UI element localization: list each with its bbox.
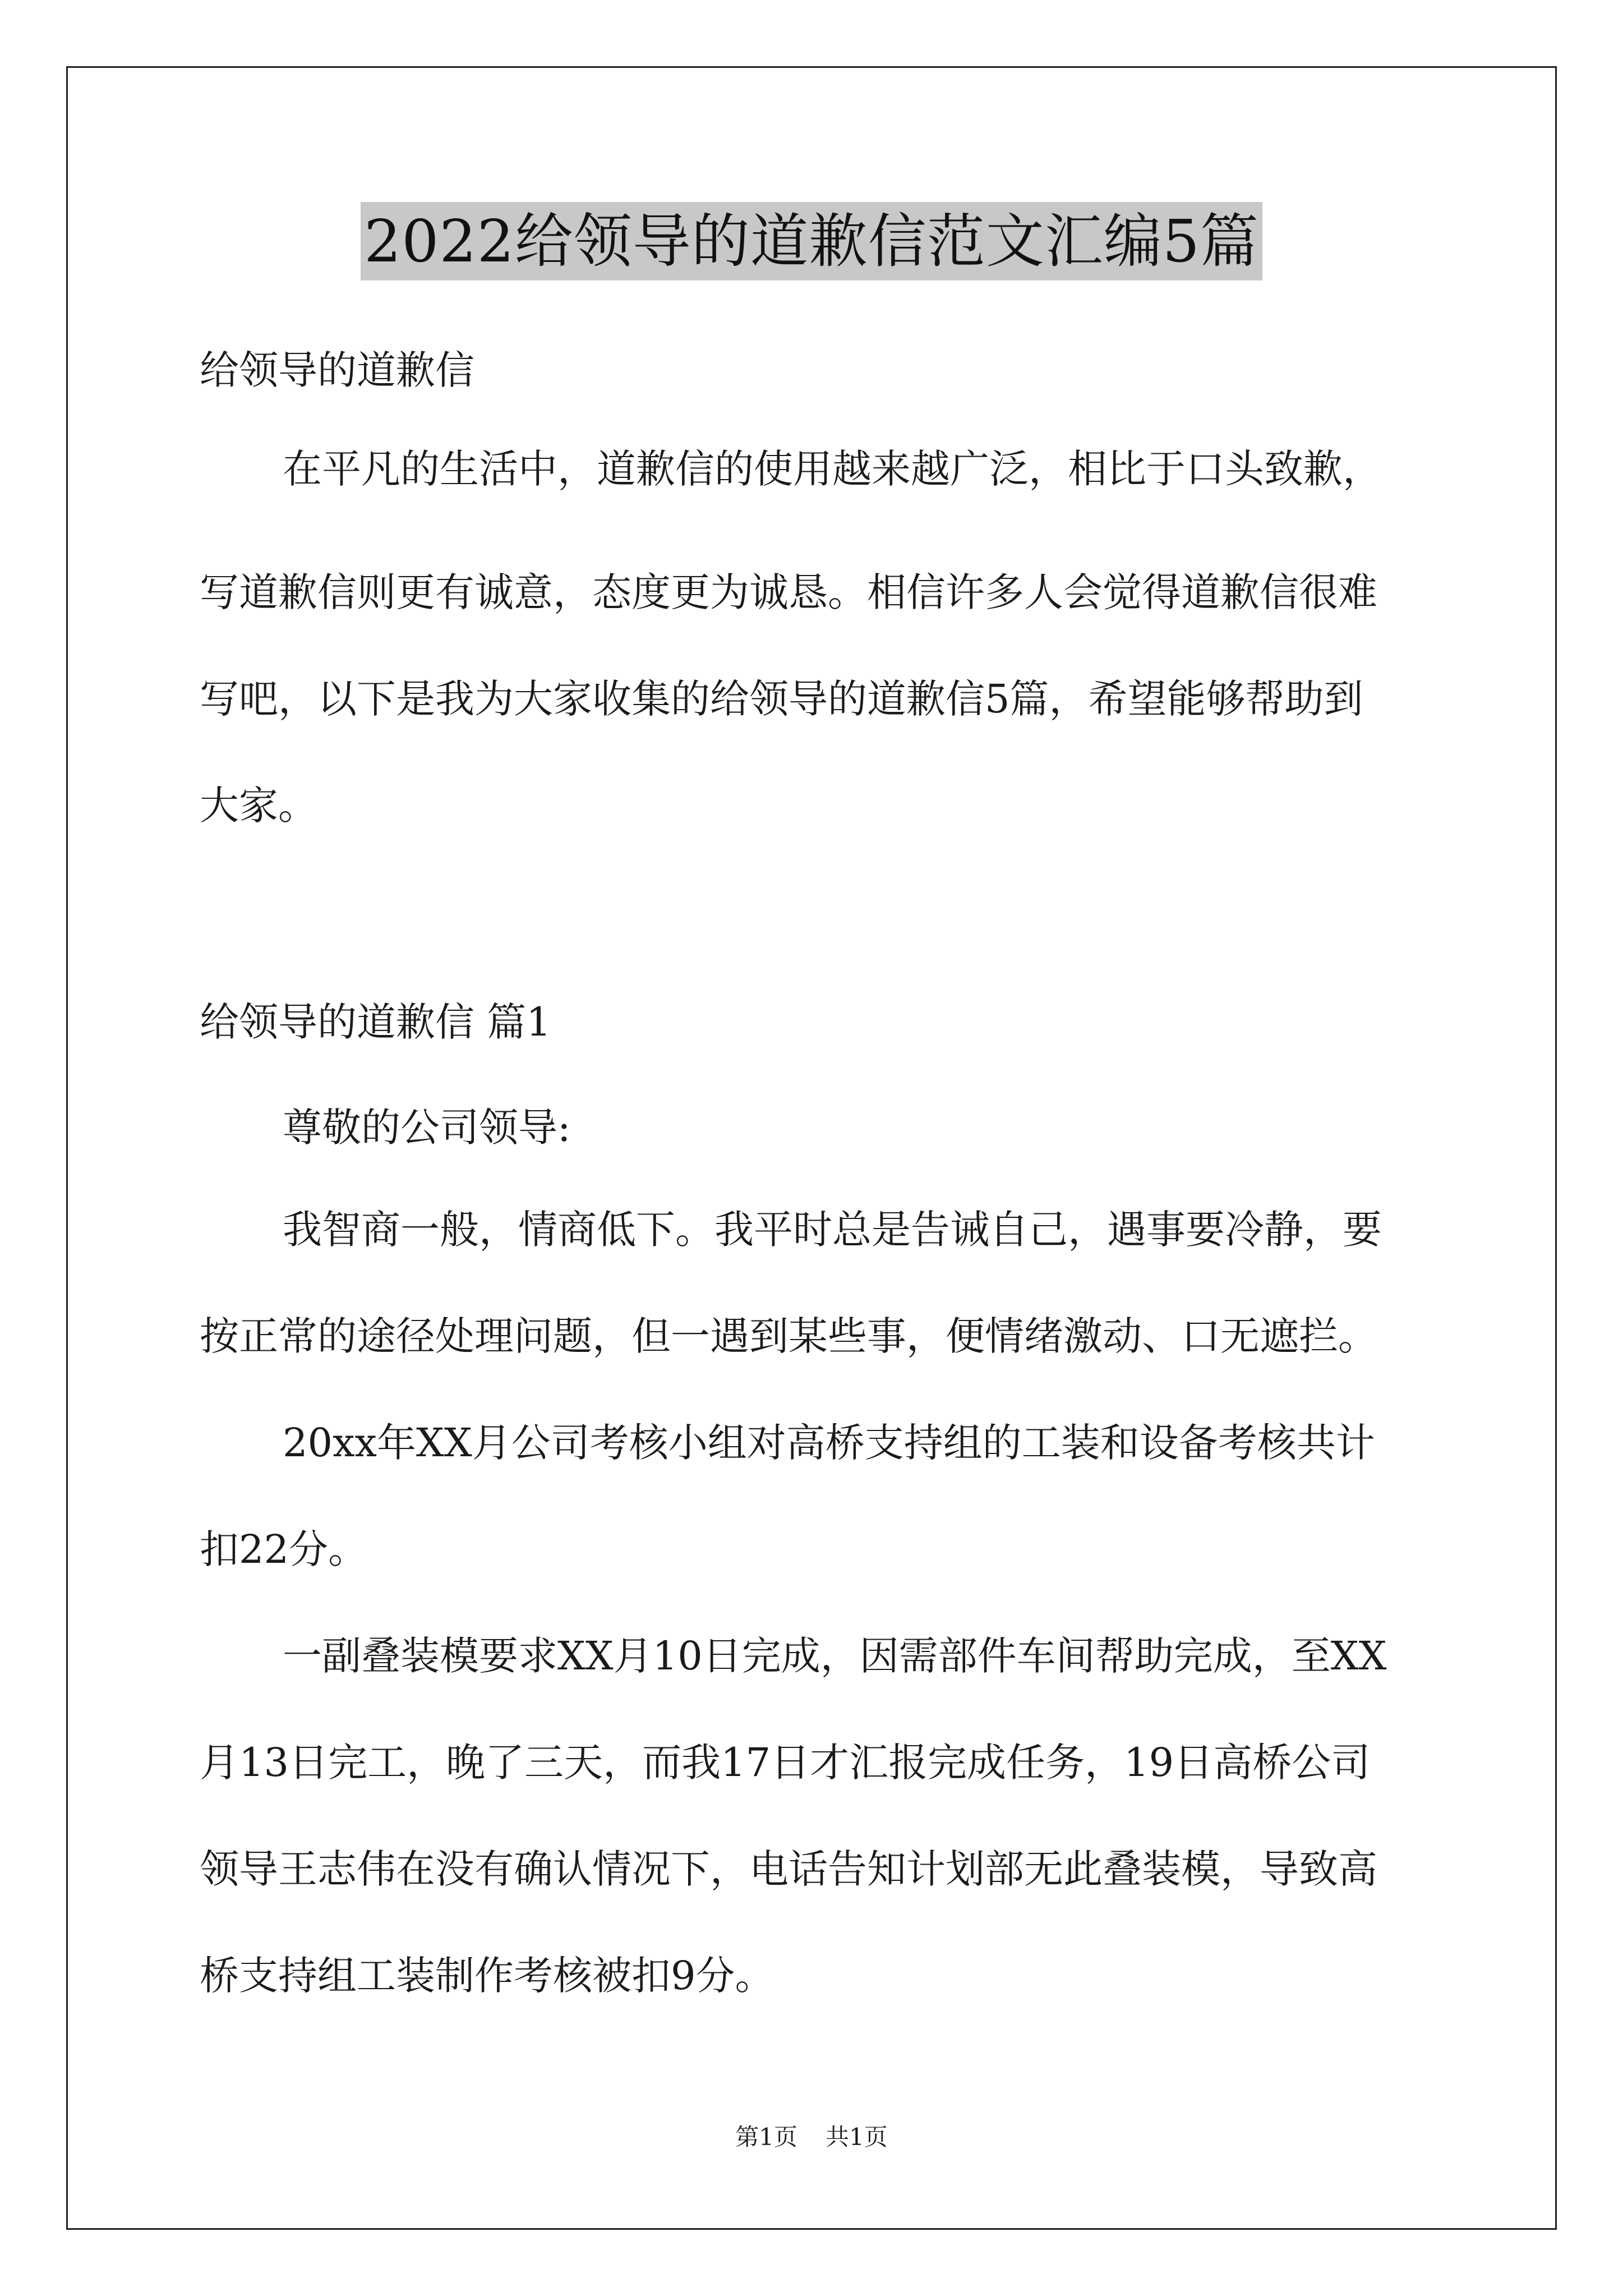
intro-line-3: 写吧，以下是我为大家收集的给领导的道歉信5篇，希望能够帮助到 — [200, 676, 1363, 722]
intro-line-1: 在平凡的生活中，道歉信的使用越来越广泛，相比于口头致歉， — [283, 446, 1382, 492]
intro-heading: 给领导的道歉信 — [200, 347, 474, 393]
paragraph-2-line-2: 扣22分。 — [200, 1526, 368, 1572]
section-heading: 给领导的道歉信 篇1 — [200, 999, 551, 1045]
title-wrapper — [0, 202, 1623, 280]
document-title: 2022给领导的道歉信范文汇编5篇 — [361, 202, 1262, 280]
paragraph-1-line-2: 按正常的途径处理问题，但一遇到某些事，便情绪激动、口无遮拦。 — [200, 1313, 1377, 1359]
page-total: 共1页 — [826, 2123, 888, 2151]
page-footer — [0, 2122, 1623, 2153]
intro-line-4: 大家。 — [200, 783, 317, 829]
paragraph-3-line-3: 领导王志伟在没有确认情况下，电话告知计划部无此叠装模，导致高 — [200, 1846, 1377, 1892]
paragraph-3-line-4: 桥支持组工装制作考核被扣9分。 — [200, 1953, 774, 1999]
paragraph-2-line-1: 20xx年XX月公司考核小组对高桥支持组的工装和设备考核共计 — [283, 1420, 1375, 1466]
paragraph-3-line-1: 一副叠装模要求XX月10日完成，因需部件车间帮助完成，至XX — [283, 1633, 1387, 1679]
intro-line-2: 写道歉信则更有诚意，态度更为诚恳。相信许多人会觉得道歉信很难 — [200, 569, 1377, 615]
page-number: 第1页 — [735, 2123, 797, 2151]
paragraph-3-line-2: 月13日完工，晚了三天，而我17日才汇报完成任务，19日高桥公司 — [200, 1740, 1371, 1786]
salutation: 尊敬的公司领导: — [283, 1105, 571, 1151]
paragraph-1-line-1: 我智商一般，情商低下。我平时总是告诫自己，遇事要冷静，要 — [283, 1207, 1382, 1253]
